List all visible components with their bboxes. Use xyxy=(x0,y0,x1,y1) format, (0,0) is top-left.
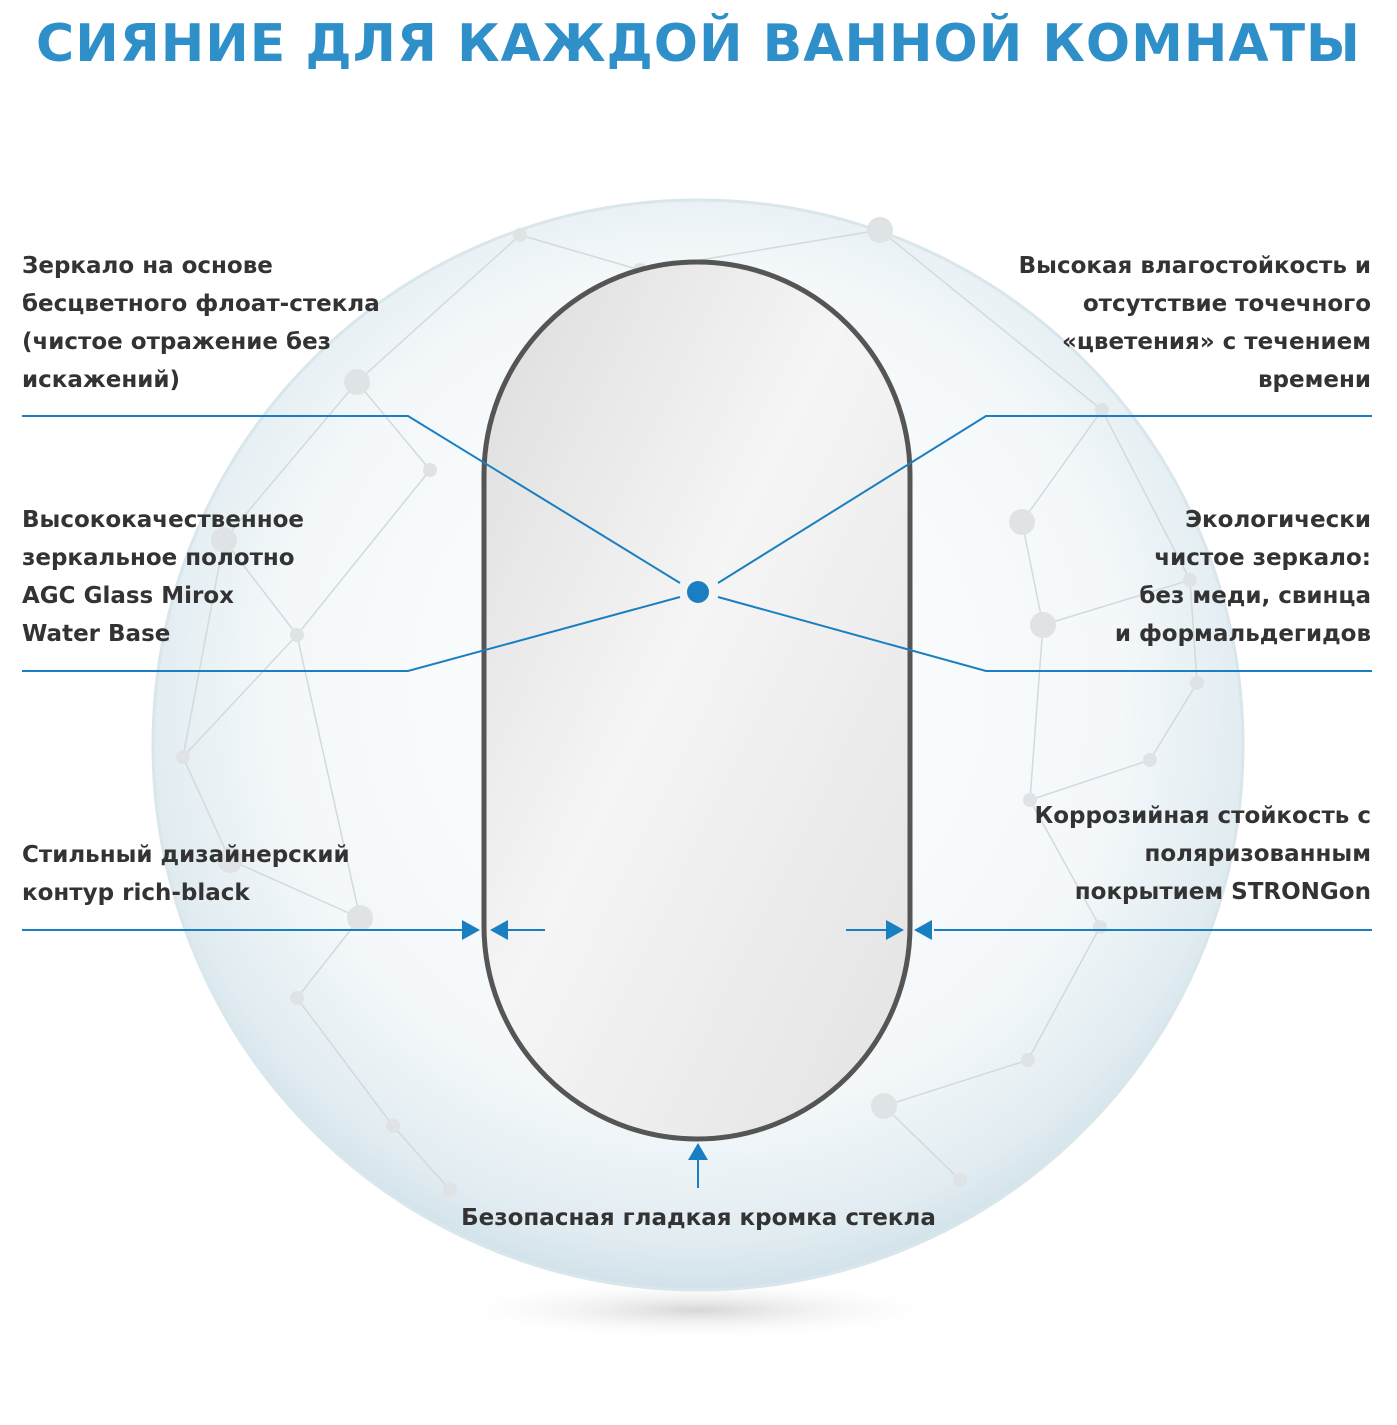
oval-mirror xyxy=(484,262,910,1139)
network-node xyxy=(1095,403,1109,417)
network-node xyxy=(1190,676,1204,690)
network-node xyxy=(1009,509,1035,535)
network-node xyxy=(176,750,190,764)
network-node xyxy=(871,1093,897,1119)
feature-bottom: Безопасная гладкая кромка стекла xyxy=(461,1205,936,1231)
network-node xyxy=(867,217,893,243)
feature-mid-right: Экологически чистое зеркало: без меди, свинца и формальдегидов xyxy=(1114,507,1371,647)
network-node xyxy=(347,905,373,931)
feature-top-right: Высокая влагостойкость и отсутствие точечного «цветения» с течением времени xyxy=(1018,253,1371,393)
network-node xyxy=(386,1119,400,1133)
network-node xyxy=(1030,612,1056,638)
network-node xyxy=(290,991,304,1005)
feature-low-right: Коррозийная стойкость с поляризованным покрытием STRONGon xyxy=(1034,803,1371,905)
network-node xyxy=(443,1183,457,1197)
network-node xyxy=(513,228,527,242)
network-node xyxy=(1143,753,1157,767)
network-node xyxy=(423,463,437,477)
feature-top-left: Зеркало на основе бесцветного флоат-стекла (чистое отражение без искажений) xyxy=(22,253,380,393)
page-title: СИЯНИЕ ДЛЯ КАЖДОЙ ВАННОЙ КОМНАТЫ xyxy=(36,14,1361,74)
network-node xyxy=(1093,920,1107,934)
feature-mid-left: Высококачественное зеркальное полотно AGC Glass Mirox Water Base xyxy=(22,507,304,647)
network-node xyxy=(953,1173,967,1187)
network-node xyxy=(1021,1053,1035,1067)
feature-low-left: Стильный дизайнерский контур rich-black xyxy=(22,842,350,906)
center-dot xyxy=(687,581,709,603)
